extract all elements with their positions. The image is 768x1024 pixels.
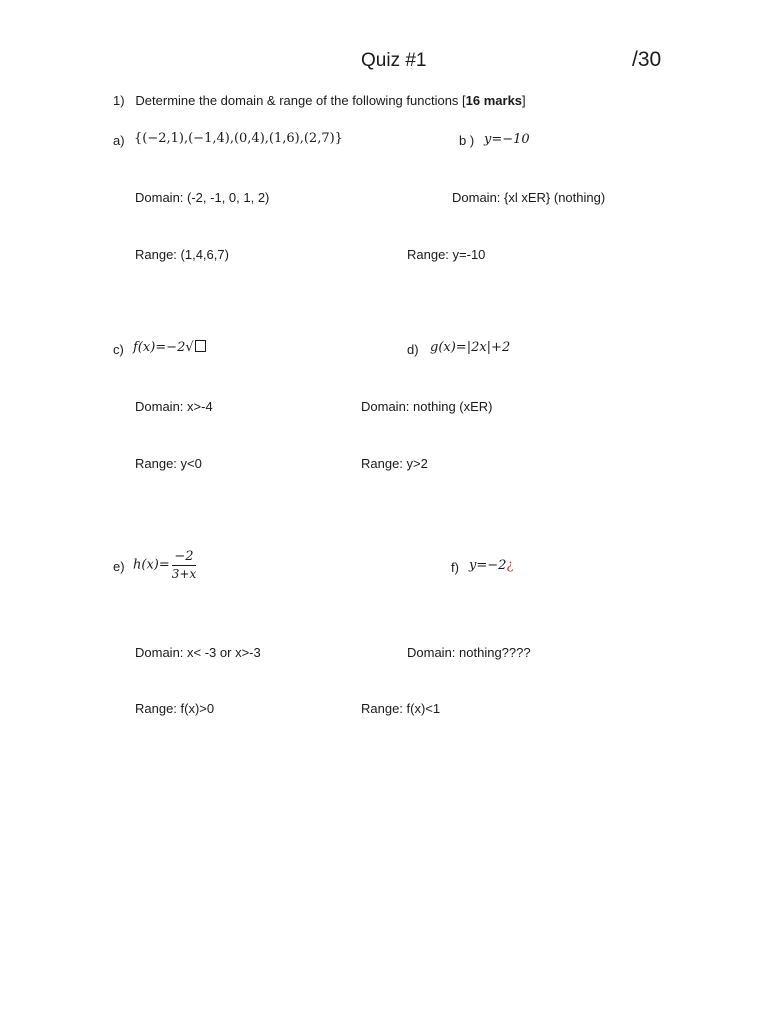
part-b-expression: y=−10 xyxy=(484,132,530,147)
part-a-label: a) xyxy=(113,133,125,148)
quiz-score: /30 xyxy=(632,48,662,71)
question-1 xyxy=(113,93,526,108)
fraction-denominator: 3+x xyxy=(171,567,197,581)
part-b-domain: Domain: {xl xER} (nothing) xyxy=(452,190,606,205)
part-f-expression xyxy=(469,558,513,573)
part-c-range: Range: y<0 xyxy=(135,456,202,471)
placeholder-box-icon xyxy=(195,340,206,352)
question-text-end: ] xyxy=(522,93,526,108)
part-c-label: c) xyxy=(113,342,124,357)
fraction xyxy=(172,549,196,581)
part-f-expression-text: y=−2 xyxy=(469,558,507,573)
part-a-domain: Domain: (-2, -1, 0, 1, 2) xyxy=(135,190,270,205)
part-a-range: Range: (1,4,6,7) xyxy=(135,247,229,262)
part-f-domain: Domain: nothing???? xyxy=(407,645,531,660)
part-e-label: e) xyxy=(113,559,125,574)
part-a-expression: {(−2,1),(−1,4),(0,4),(1,6),(2,7)} xyxy=(134,131,343,146)
part-c-expression xyxy=(133,340,206,355)
part-e-expression-lhs: h(x)= xyxy=(133,557,170,573)
fraction-numerator: −2 xyxy=(172,549,196,566)
part-b-label: b ) xyxy=(459,133,475,148)
part-d-domain: Domain: nothing (xER) xyxy=(361,399,493,414)
part-e-domain: Domain: x< -3 or x>-3 xyxy=(135,645,261,660)
sqrt-symbol: √ xyxy=(185,340,194,355)
part-c-expression-lhs: f(x)=−2 xyxy=(133,340,186,355)
part-f-range: Range: f(x)<1 xyxy=(361,701,441,716)
question-text: Determine the domain & range of the following functions [ xyxy=(135,93,466,108)
part-b-range: Range: y=-10 xyxy=(407,247,486,262)
error-glyph: ¿ xyxy=(506,558,514,573)
part-d-label: d) xyxy=(407,342,419,357)
part-d-range: Range: y>2 xyxy=(361,456,428,471)
part-d-expression: g(x)=|2x|+2 xyxy=(430,340,511,355)
question-number: 1) xyxy=(113,93,125,108)
quiz-title: Quiz #1 xyxy=(361,50,427,71)
question-marks: 16 marks xyxy=(465,93,523,108)
part-f-label: f) xyxy=(451,560,459,575)
part-e-range: Range: f(x)>0 xyxy=(135,701,215,716)
part-e-expression xyxy=(133,549,196,581)
part-c-domain: Domain: x>-4 xyxy=(135,399,213,414)
